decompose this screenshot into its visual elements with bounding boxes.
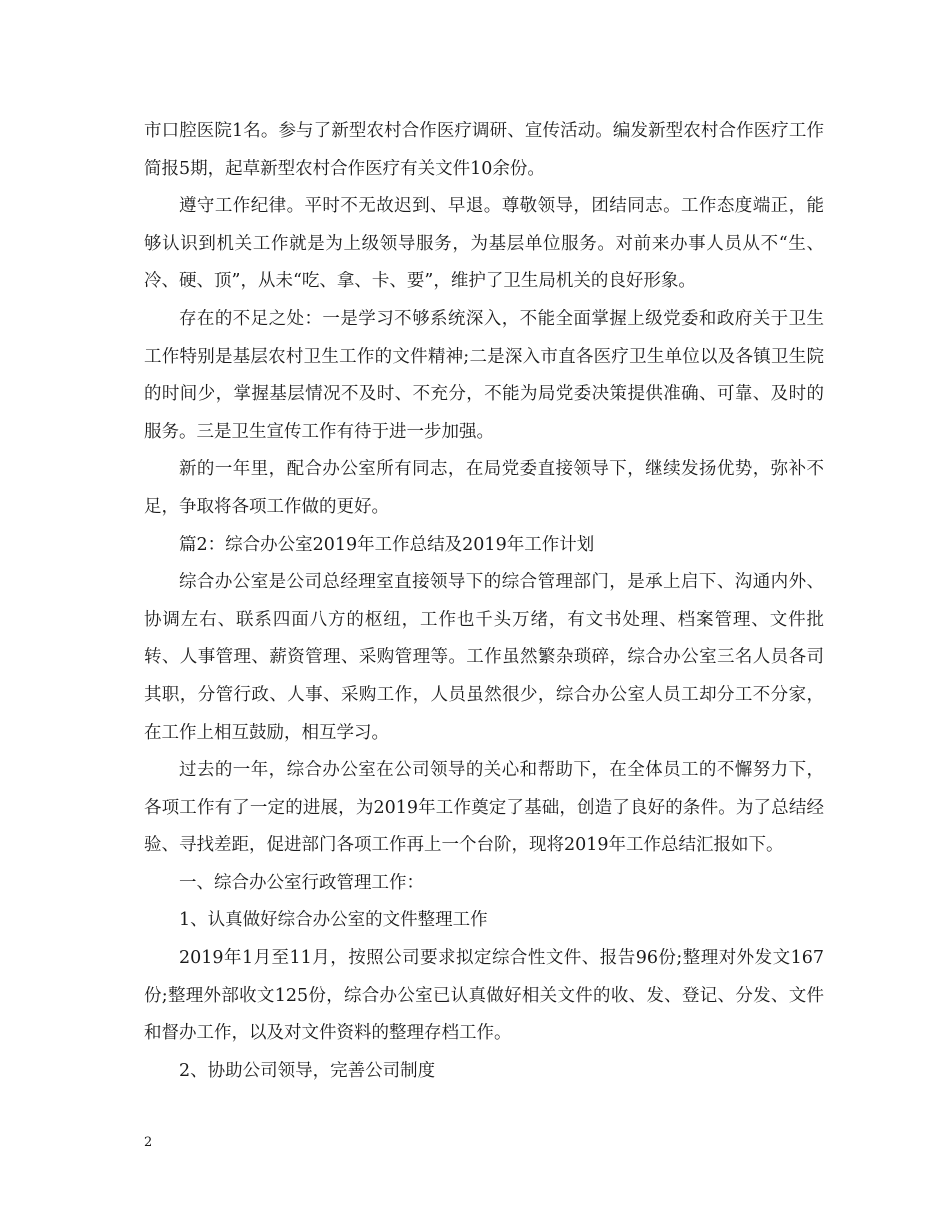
paragraph: 存在的不足之处：一是学习不够系统深入，不能全面掌握上级党委和政府关于卫生工作特别是基层农村卫生工作的文件精神;二是深入市直各医疗卫生单位以及各镇卫生院的时间少，掌握基层情况不及时、不充分，不能为局党委决策提供准确、可靠、及时的服务。三是卫生宣传工作有待于进一步加强。: [144, 308, 824, 442]
paragraph: 综合办公室是公司总经理室直接领导下的综合管理部门，是承上启下、沟通内外、协调左右、联系四面八方的枢纽，工作也千头万绪，有文书处理、档案管理、文件批转、人事管理、薪资管理、采购管理等。工作虽然繁杂琐碎，综合办公室三名人员各司其职，分管行政、人事、采购工作，人员虽然很少，综合办公室人员工却分工不分家，在工作上相互鼓励，相互学习。: [144, 572, 824, 743]
item-heading: 2、协助公司领导，完善公司制度: [179, 1060, 436, 1081]
item-heading: 1、认真做好综合办公室的文件整理工作: [179, 910, 488, 931]
paragraph: 2019年1月至11月，按照公司要求拟定综合性文件、报告96份;整理对外发文167份;整理外部收文125份，综合办公室已认真做好相关文件的收、发、登记、分发、文件和督办工作，以及对文件资料的整理存档工作。: [144, 948, 824, 1044]
paragraph: 市口腔医院1名。参与了新型农村合作医疗调研、宣传活动。编发新型农村合作医疗工作简报5期，起草新型农村合作医疗有关文件10余份。: [144, 121, 824, 179]
paragraph: 新的一年里，配合办公室所有同志，在局党委直接领导下，继续发扬优势，弥补不足，争取将各项工作做的更好。: [144, 459, 824, 517]
subsection-heading: 一、综合办公室行政管理工作：: [179, 872, 424, 893]
document-body: [144, 113, 824, 1090]
paragraph: 过去的一年，综合办公室在公司领导的关心和帮助下，在全体员工的不懈努力下，各项工作有了一定的进展，为2019年工作奠定了基础，创造了良好的条件。为了总结经验、寻找差距，促进部门各项工作再上一个台阶，现将2019年工作总结汇报如下。: [144, 760, 824, 856]
section-heading: 篇2：综合办公室2019年工作总结及2019年工作计划: [179, 534, 595, 555]
page-number: 2: [144, 1135, 153, 1150]
paragraph: 遵守工作纪律。平时不无故迟到、早退。尊敬领导，团结同志。工作态度端正，能够认识到机关工作就是为上级领导服务，为基层单位服务。对前来办事人员从不“生、冷、硬、顶”，从未“吃、拿、卡、要”，维护了卫生局机关的良好形象。: [144, 196, 824, 292]
